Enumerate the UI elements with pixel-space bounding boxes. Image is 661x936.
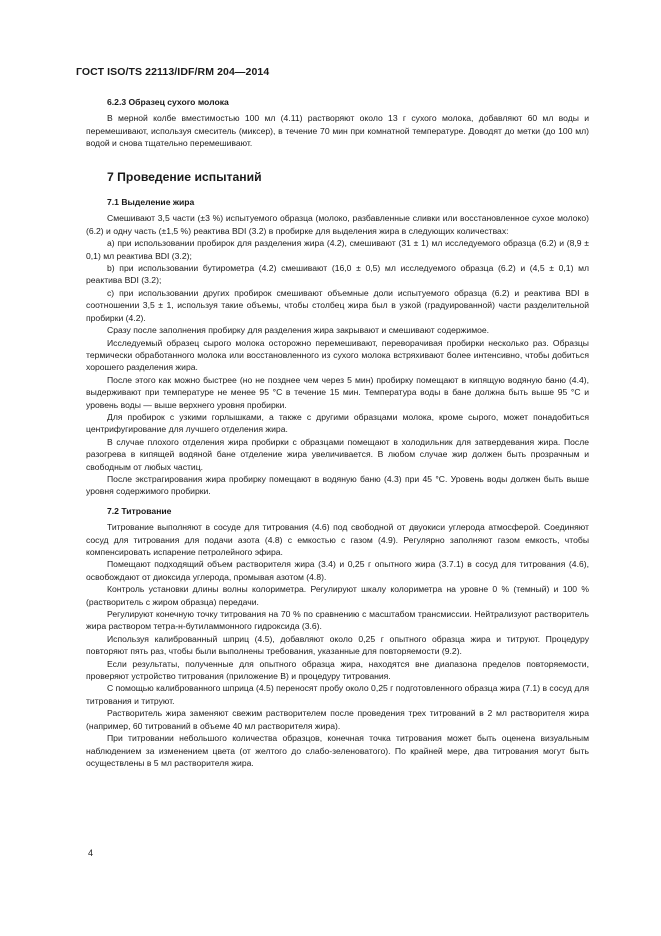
subsection-6-2-3-heading: 6.2.3 Образец сухого молока [107,97,229,107]
paragraph: Используя калиброванный шприц (4.5), добавляют около 0,25 г опытного образца жира и титруют. Процедуру повторяют пять раз, чтобы были выполнены требования, указанные для повторяемости (9.2). [86,633,589,657]
section-7-heading: 7 Проведение испытаний [107,169,262,184]
paragraph: Титрование выполняют в сосуде для титрования (4.6) под свободной от двуокиси углерода атмосферой. Соединяют сосуд для титрования для подачи азота (4.8) с емкостью с газом (4.9). Регулярно заполняют газом емкость, чтобы компенсировать испарение петролейного эфира. [86,522,589,557]
paragraph: Растворитель жира заменяют свежим растворителем после проведения трех титрований в 2 мл растворителя жира (например, 60 титрований в объеме 40 мл растворителя жира). [86,708,589,731]
paragraph: После экстрагирования жира пробирку помещают в водяную баню (4.3) при 45 °С. Уровень воды должен быть выше уровня содержимого пробирки. [86,473,589,497]
paragraph: С помощью калиброванного шприца (4.5) переносят пробу около 0,25 г подготовленного образца жира (7.1) в сосуд для титрования и титруют. [86,683,589,706]
list-item-b: b) при использовании бутирометра (4.2) смешивают (16,0 ± 0,5) мл исследуемого образца (6.2) и (4,5 ± 0,1) мл реактива BDI (3.2); [86,263,589,286]
paragraph: В мерной колбе вместимостью 100 мл (4.11) растворяют около 13 г сухого молока, добавляют 60 мл воды и перемешивают, используя смеситель (миксер), в течение 70 мин при комнатной температуре. Доводят до метки (до 100 мл) водой и снова тщательно перемешивают. [86,113,589,149]
paragraph: После этого как можно быстрее (но не позднее чем через 5 мин) пробирку помещают в кипящую водяную баню (4.4), выдерживают при температуре не менее 95 °С в течение 15 мин. Температура воды в бане должна быть выше 95 °С и уровень воды — выше верхнего уровня пробирки. [86,374,589,410]
page-content [86,96,589,769]
subsection-7-2-heading: 7.2 Титрование [107,505,172,516]
paragraph: При титровании небольшого количества образцов, конечная точка титрования может быть оценена визуальным наблюдением за изменением цвета (от желтого до слабо-зеленоватого). По крайней мере, два титрования могут быть осуществлены в 5 мл растворителя жира. [86,733,589,768]
paragraph: Исследуемый образец сырого молока осторожно перемешивают, переворачивая пробирки несколько раз. Образцы термически обработанного молока или восстановленного из сухого молока встряхивают более интенсивно, чтобы добиться хорошего разделения жира. [86,337,589,373]
list-item-a: a) при использовании пробирок для разделения жира (4.2), смешивают (31 ± 1) мл исследуемого образца (6.2) и (8,9 ± 0,1) мл реактива BDI (3.2); [86,238,589,261]
paragraph: Если результаты, полученные для опытного образца жира, находятся вне диапазона пределов повторяемости, проверяют устройство титрования (приложение В) и процедуру титрования. [86,658,589,682]
list-item-c: c) при использовании других пробирок смешивают объемные доли испытуемого образца (6.2) и реактива BDI в соотношении 3,5 ± 1, используя такие объемы, чтобы столбец жира был в узкой (градуированной) части разделительной пробирки (4.2). [86,287,589,323]
paragraph: Помещают подходящий объем растворителя жира (3.4) и 0,25 г опытного жира (3.7.1) в сосуд для титрования (4.6), освобождают от диоксида углерода, промывая азотом (4.8). [86,559,589,582]
page-number: 4 [88,848,94,858]
paragraph: Смешивают 3,5 части (±3 %) испытуемого образца (молоко, разбавленные сливки или восстановленное сухое молоко) (6.2) и одну часть (±1,5 %) реактива BDI (3.2) в пробирке для выделения жира в следующих количествах: [86,213,589,236]
paragraph: Регулируют конечную точку титрования на 70 % по сравнению с масштабом трансмиссии. Нейтрализуют растворитель жира раствором тетра-н-бутиламмонного гидроксида (3.6). [86,609,589,632]
subsection-7-1-heading: 7.1 Выделение жира [107,197,195,208]
paragraph: Контроль установки длины волны колориметра. Регулируют шкалу колориметра на уровне 0 % (темный) и 100 % (растворитель с жиром образца) передачи. [86,584,589,607]
paragraph: В случае плохого отделения жира пробирки с образцами помещают в холодильник для затвердевания жира. После разогрева в кипящей водяной бане отделение жира увеличивается. В любом случае жир должен быть прозрачным и свободным от любых частиц. [86,436,589,472]
paragraph: Сразу после заполнения пробирку для разделения жира закрывают и смешивают содержимое. [107,325,490,336]
document-header: ГОСТ ISO/TS 22113/IDF/RM 204—2014 [76,66,270,78]
paragraph: Для пробирок с узкими горлышками, а также с другими образцами молока, кроме сырого, может понадобиться центрифугирование для лучшего отделения жира. [86,411,589,435]
